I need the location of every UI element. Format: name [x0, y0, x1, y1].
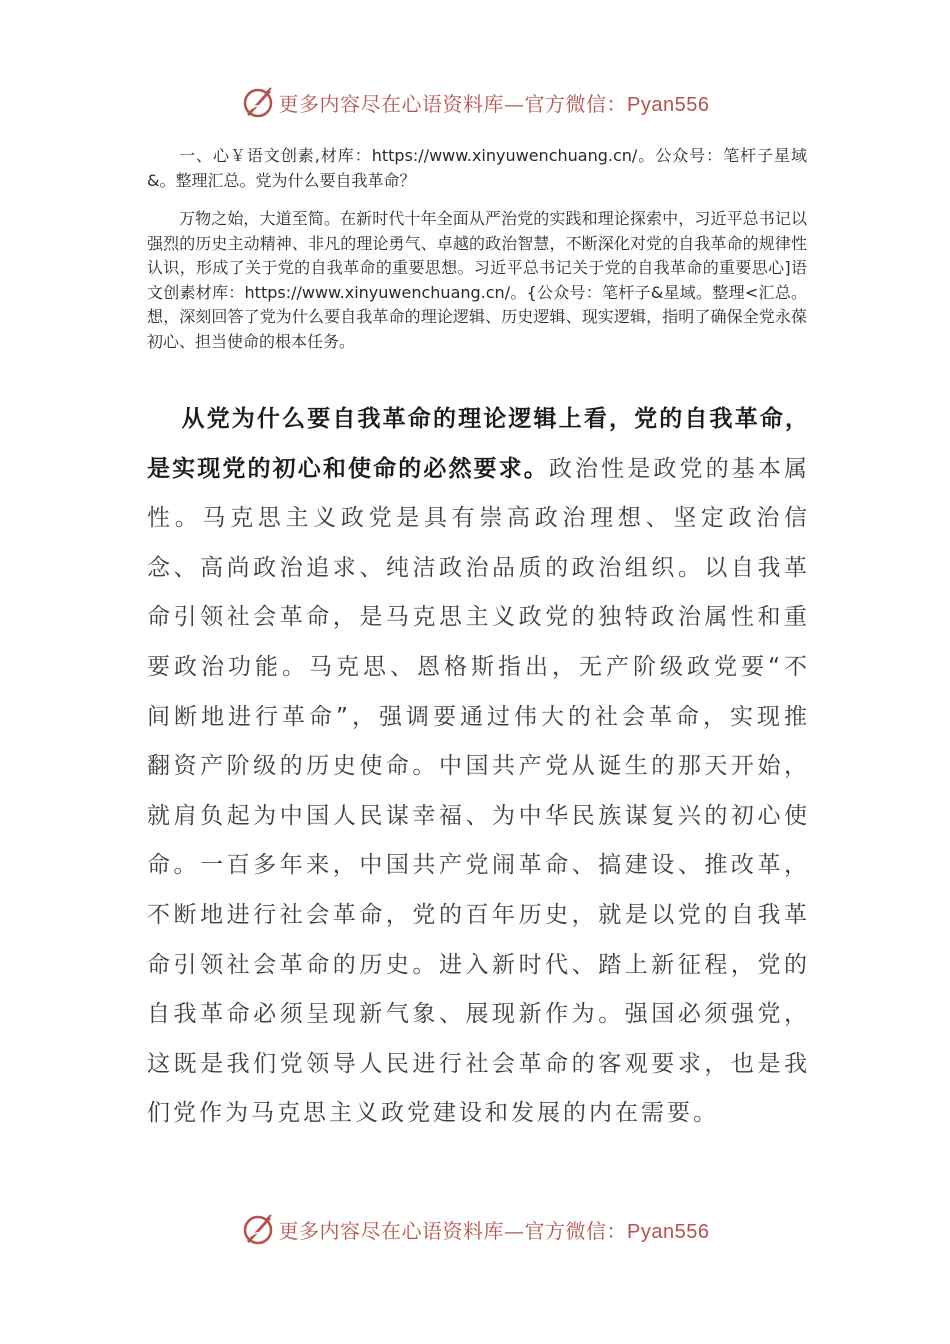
header-banner — [0, 80, 950, 124]
banner-text — [279, 88, 710, 117]
banner-label: 更多内容尽在心语资料库—官方微信： — [278, 1218, 628, 1243]
wechat-id: Pyan556 — [627, 93, 710, 116]
footer-banner — [0, 1207, 950, 1251]
pen-logo-icon — [241, 1211, 277, 1247]
main-lead-sentence: 从党为什么要自我革命的理论逻辑上看，党的自我革命，是实现党的初心和使命的必然要求。 — [147, 406, 810, 482]
pen-logo-icon — [241, 84, 277, 120]
wechat-id: Pyan556 — [627, 1220, 710, 1243]
intro-summary-paragraph: 万物之始，大道至简。在新时代十年全面从严治党的实践和理论探索中，习近平总书记以强烈的历史主动精神、非凡的理论勇气、卓越的政治智慧，不断深化对党的自我革命的规律性认识，形成了关于党的自我革命的重要思想。习近平总书记关于党的自我革命的重要思心]语文创素材库：https://www.xinyuwenchuang.cn/。{公众号：笔杆子&星域。整理<汇总。想，深刻回答了党为什么要自我革命的理论逻辑、历史逻辑、现实逻辑，指明了确保全党永葆初心、担当使命的根本任务。 — [147, 209, 807, 351]
main-body-text: 政治性是政党的基本属性。马克思主义政党是具有崇高政治理想、坚定政治信念、高尚政治追求、纯洁政治品质的政治组织。以自我革命引领社会革命，是马克思主义政党的独特政治属性和重要政治功能。马克思、恩格斯指出，无产阶级政党要“不间断地进行革命”，强调要通过伟大的社会革命，实现推翻资产阶级的历史使命。中国共产党从诞生的那天开始，就肩负起为中国人民谋幸福、为中华民族谋复兴的初心使命。一百多年来，中国共产党闹革命、搞建设、推改革，不断地进行社会革命，党的百年历史，就是以党的自我革命引领社会革命的历史。进入新时代、踏上新征程，党的自我革命必须呈现新气象、展现新作为。强国必须强党，这既是我们党领导人民进行社会革命的客观要求，也是我们党作为马克思主义政党建设和发展的内在需要。 — [147, 455, 811, 1127]
main-paragraph — [147, 395, 810, 1139]
banner-text — [279, 1215, 710, 1244]
banner-label: 更多内容尽在心语资料库—官方微信： — [278, 91, 628, 116]
intro-heading-paragraph: 一、心￥语文创素,材库：https://www.xinyuwenchuang.cn/。公众号：笔杆子星域&。整理汇总。党为什么要自我革命？ — [147, 146, 807, 190]
